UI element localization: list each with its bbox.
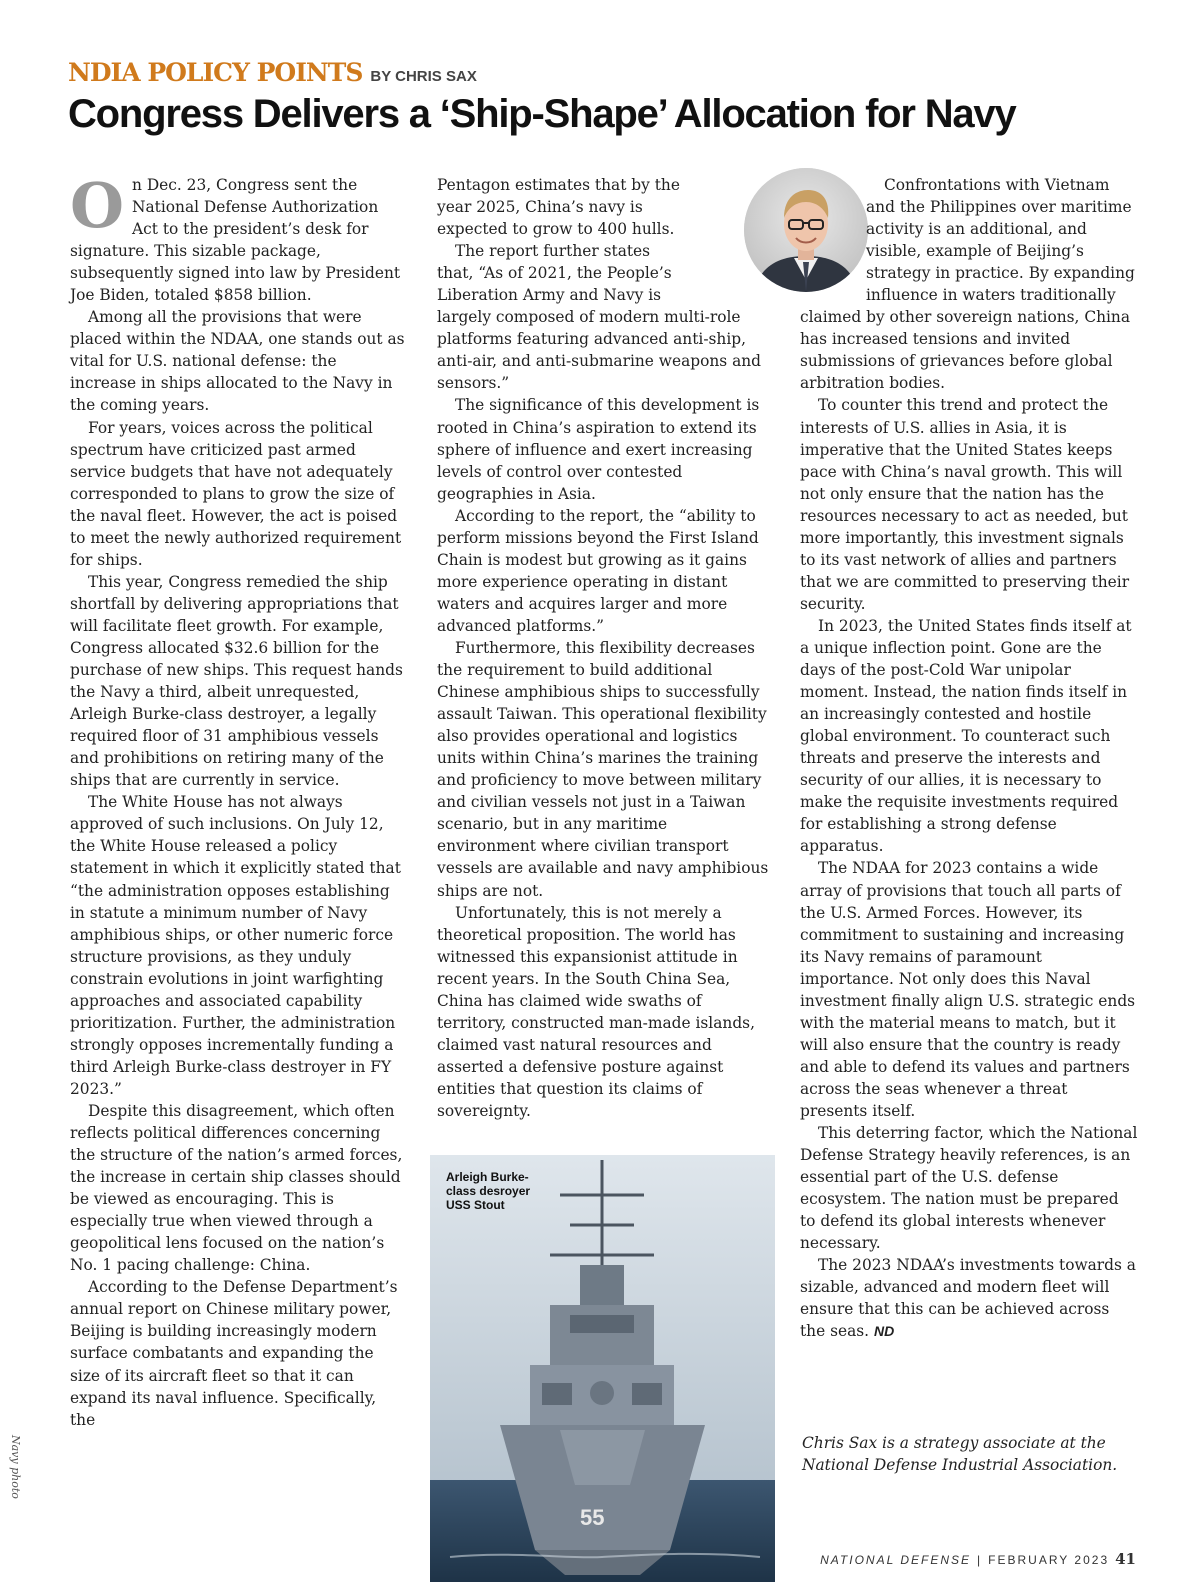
paragraph: According to the Defense Department’s annual report on Chinese military power, Beijing is building increasingly modern surface combatants and expanding the size of its aircraft fleet so that it can expand its naval influence. Specifically, the <box>70 1278 398 1429</box>
article-header <box>68 58 477 87</box>
ship-photo <box>430 1155 775 1582</box>
paragraph: Despite this disagreement, which often reflects political differences concerning the structure of the nation’s armed forces, the increase in certain ship classes should be viewed as encouraging. This is especially true when viewed through a geopolitical lens focused on the nation’s No. 1 pacing challenge: China. <box>70 1101 403 1275</box>
article-column-2 <box>437 174 769 1122</box>
caption-line: class desroyer <box>446 1184 531 1198</box>
kicker <box>68 58 477 87</box>
publication-name: NATIONAL DEFENSE <box>820 1553 972 1567</box>
byline: BY CHRIS SAX <box>370 68 477 85</box>
paragraph: n Dec. 23, Congress sent the National Defense Authorization Act to the president’s desk for signature. This sizable package, subsequently signed into law by President Joe Biden, totaled $858 billion. <box>70 176 401 305</box>
paragraph: The significance of this development is rooted in China’s aspiration to extend its sphere of influence and exert increasing levels of control over contested geographies in Asia. <box>437 396 760 503</box>
paragraph: Unfortunately, this is not merely a theoretical proposition. The world has witnessed this expansionist attitude in recent years. In the South China Sea, China has claimed wide swaths of territory, constructed man-made islands, claimed vast natural resources and asserted a defensive posture against entities that question its claims of sovereignty. <box>437 903 755 1120</box>
headline: Congress Delivers a ‘Ship-Shape’ Allocation for Navy <box>68 92 1016 136</box>
paragraph: The NDAA for 2023 contains a wide array of provisions that touch all parts of the U.S. Armed Forces. However, its commitment to sustaining and increasing its Navy remains of paramount importance. Not only does this Naval investment finally align U.S. strategic ends with the material means to match, but it will also ensure that the country is ready and able to defend its values and partners across the seas whenever a threat presents itself. <box>800 859 1136 1120</box>
caption-line: Arleigh Burke- <box>446 1170 529 1184</box>
destroyer-illustration <box>430 1155 775 1582</box>
paragraph: For years, voices across the political spectrum have criticized past armed service budgets that have not adequately corresponded to plans to grow the size of the naval fleet. However, the act is poised to meet the newly authorized requirement for ships. <box>70 418 402 569</box>
photo-credit: Navy photo <box>9 1435 22 1499</box>
caption-line: USS Stout <box>446 1198 505 1212</box>
footer-separator: | <box>977 1553 983 1567</box>
portrait-wrap-spacer <box>800 174 866 306</box>
page-number: 41 <box>1115 1550 1136 1568</box>
paragraph: To counter this trend and protect the interests of U.S. allies in Asia, it is imperative that the United States keeps pace with China’s naval growth. This will not only ensure that the nation has the resources necessary to act as needed, but more importantly, this investment signals to its vast network of allies and partners that we are committed to preserving their security. <box>800 396 1130 613</box>
photo-caption <box>446 1170 586 1212</box>
paragraph: Among all the provisions that were placed within the NDAA, one stands out as vital for U.S. national defense: the increase in ships allocated to the Navy in the coming years. <box>70 308 405 415</box>
paragraph <box>800 1254 1138 1342</box>
article-column-3 <box>800 174 1138 1342</box>
paragraph: In 2023, the United States finds itself at a unique inflection point. Gone are the days of the post-Cold War unipolar moment. Instead, the nation finds itself in an increasingly contested and hostile global environment. To counteract such threats and preserve the interests and security of our allies, it is necessary to make the requisite investments required for establishing a strong defense apparatus. <box>800 616 1132 856</box>
author-bio <box>802 1432 1132 1476</box>
section-label: NDIA POLICY POINTS <box>68 58 363 87</box>
paragraph: The report further states that, “As of 2021, the People’s Liberation Army and Navy is largely composed of modern multi-role platforms featuring advanced anti-ship, anti-air, and anti-submarine weapons and sensors.” <box>437 242 762 393</box>
paragraph: Confrontations with Vietnam and the Philippines over maritime activity is an additional, and visible, example of Beijing’s strategy in practice. By expanding influence in waters traditionally claimed by other sovereign nations, China has increased tensions and invited submissions of grievances before global arbitration bodies. <box>800 176 1135 393</box>
paragraph: Furthermore, this flexibility decreases the requirement to build additional Chinese amphibious ships to successfully assault Taiwan. This operational flexibility also provides operational and logistics units within China’s marines the training and proficiency to move between military and civilian vessels not just in a Taiwan scenario, but in any maritime environment where civilian transport vessels are available and navy amphibious ships are not. <box>437 638 769 900</box>
paragraph: This deterring factor, which the National Defense Strategy heavily references, is an essential part of the U.S. defense ecosystem. The nation must be prepared to defend its global interests whenever necessary. <box>800 1124 1138 1253</box>
paragraph: According to the report, the “ability to perform missions beyond the First Island Chain is modest but growing as it gains more experience operating in distant waters and acquires larger and more advanced platforms.” <box>437 506 759 635</box>
end-mark: ND <box>873 1323 895 1340</box>
article-column-1 <box>70 169 406 1431</box>
hull-number: 55 <box>580 1505 605 1530</box>
author-bio-text: Chris Sax is a strategy associate at the National Defense Industrial Association. <box>802 1434 1118 1474</box>
page-footer <box>820 1550 1136 1568</box>
drop-cap: O <box>70 169 125 242</box>
issue-date: FEBRUARY 2023 <box>988 1553 1110 1567</box>
paragraph: This year, Congress remedied the ship shortfall by delivering appropriations that will facilitate fleet growth. For example, Congress allocated $32.6 billion for the purchase of new ships. This request hands the Navy a third, albeit unrequested, Arleigh Burke-class destroyer, a legally required floor of 31 amphibious vessels and prohibitions on retiring many of the ships that are currently in service. <box>70 572 403 790</box>
paragraph-text: The 2023 NDAA’s investments towards a sizable, advanced and modern fleet will ensure that this can be achieved across the seas. <box>800 1256 1136 1341</box>
paragraph: The White House has not always approved of such inclusions. On July 12, the White House released a policy statement in which it explicitly stated that “the administration opposes establishing in statute a minimum number of Navy amphibious ships, or other numeric force structure provisions, as they unduly constrain evolutions in joint warfighting approaches and associated capability prioritization. Further, the administration strongly opposes incrementally funding a third Arleigh Burke-class destroyer in FY 2023.” <box>70 793 401 1098</box>
paragraph: Pentagon estimates that by the year 2025, China’s navy is expected to grow to 400 hulls. <box>437 176 680 239</box>
